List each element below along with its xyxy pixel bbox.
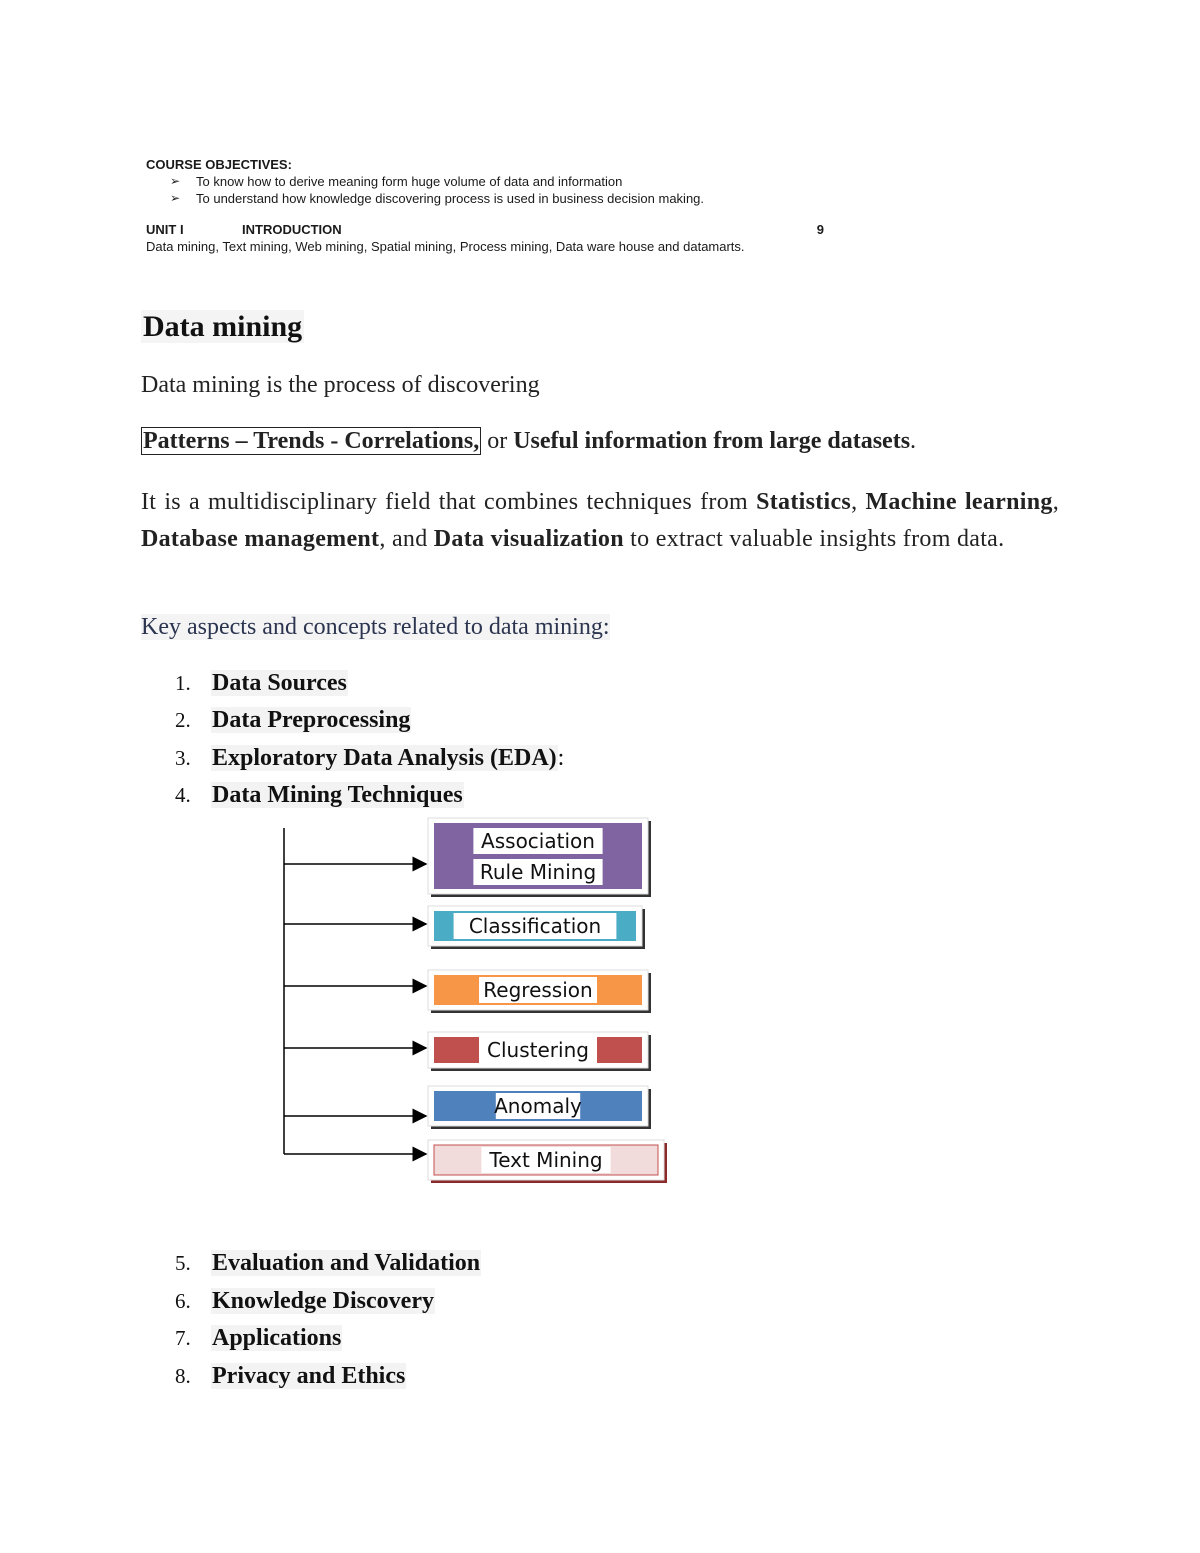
key-aspects-heading: Key aspects and concepts related to data mining: [141,614,610,640]
unit-number: UNIT I [146,222,184,237]
technique-label: Classification [468,914,602,938]
list-item: 5. Evaluation and Validation [175,1250,481,1276]
list-item: 4. Data Mining Techniques [175,782,463,808]
arrow-bullet-icon: ➢ [170,191,181,205]
arrow-bullet-icon: ➢ [170,174,181,188]
technique-label: Clustering [487,1038,589,1062]
technique-label: Association [481,829,595,853]
list-item: 3. Exploratory Data Analysis (EDA): [175,745,565,771]
technique-label: Text Mining [489,1148,603,1172]
list-item: 1. Data Sources [175,670,347,696]
patterns-paragraph: Patterns – Trends - Correlations, or Useful information from large datasets. [143,428,917,454]
unit-topics: Data mining, Text mining, Web mining, Spatial mining, Process mining, Data ware house and datamarts. [146,239,745,254]
list-item: 6. Knowledge Discovery [175,1288,434,1314]
multidisciplinary-paragraph: It is a multidisciplinary field that combines techniques from Statistics, Machine learning, Database management, and Data visualization to extract valuable insights from data. [141,489,1059,552]
unit-row [146,221,824,238]
objective-item: ➢ To understand how knowledge discovering process is used in business decision making. [170,191,705,206]
technique-label: Anomaly [494,1094,582,1118]
unit-title: INTRODUCTION [242,222,342,237]
technique-label: Regression [483,978,593,1002]
technique-label: Rule Mining [479,860,597,884]
useful-information-text: Useful information from large datasets [513,428,911,454]
page-title: Data mining [143,310,303,343]
course-objectives-heading: COURSE OBJECTIVES: [146,157,292,172]
patterns-boxed-text: Patterns – Trends - Correlations, [143,428,480,454]
objective-item: ➢ To know how to derive meaning form huge volume of data and information [170,174,623,189]
list-item: 8. Privacy and Ethics [175,1363,406,1389]
intro-paragraph: Data mining is the process of discovering [141,372,540,398]
list-item: 7. Applications [175,1325,342,1351]
syllabus-excerpt [146,156,824,255]
unit-hours: 9 [816,222,824,237]
list-item: 2. Data Preprocessing [175,707,411,733]
techniques-diagram [270,812,690,1202]
